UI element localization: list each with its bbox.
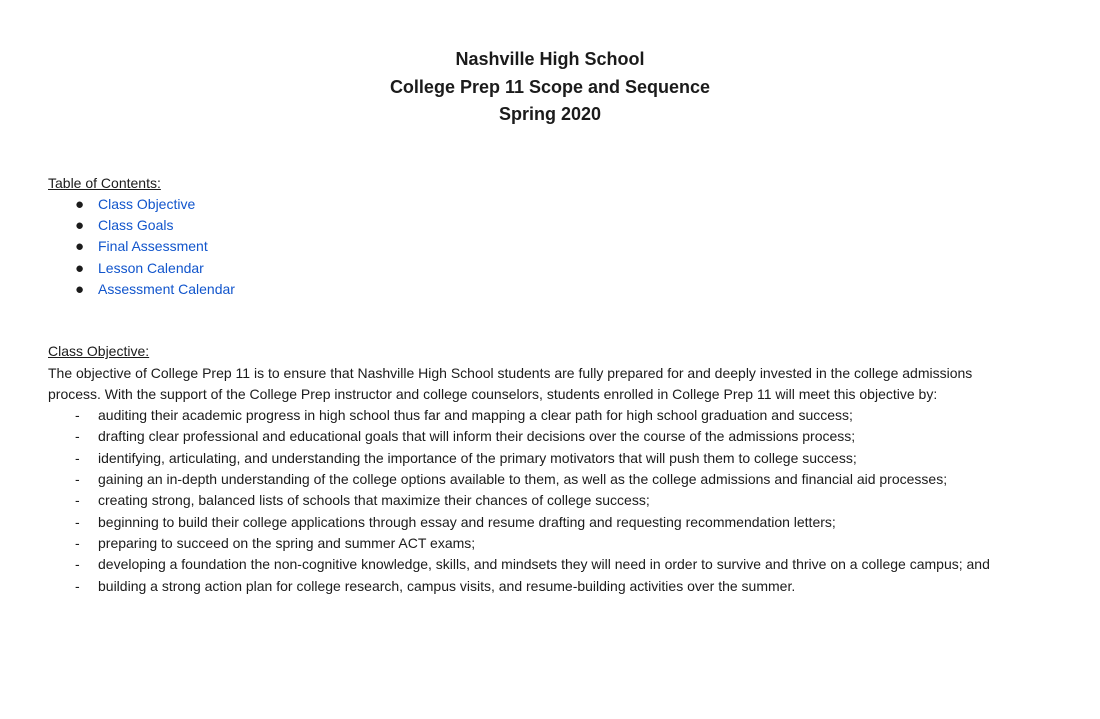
dash-icon: -	[75, 513, 80, 530]
list-item	[48, 426, 1090, 447]
objective-list	[48, 405, 1090, 597]
document-title	[0, 0, 1100, 129]
title-line-course: College Prep 11 Scope and Sequence	[389, 76, 711, 97]
list-item	[48, 236, 1090, 257]
bullet-icon: ●	[75, 238, 85, 256]
objective-item-text: drafting clear professional and educational goals that will inform their decisions over the course of the admissions process;	[98, 428, 856, 445]
objective-item-text: building a strong action plan for college research, campus visits, and resume-building activities over the summer.	[98, 577, 796, 594]
toc-link-final-assessment[interactable]: Final Assessment	[98, 238, 208, 255]
bullet-icon: ●	[75, 259, 85, 277]
toc-heading: Table of Contents:	[48, 174, 161, 191]
dash-icon: -	[75, 556, 80, 573]
objective-item-text: creating strong, balanced lists of schools that maximize their chances of college success;	[98, 492, 650, 509]
bullet-icon: ●	[75, 217, 85, 235]
bullet-icon: ●	[75, 195, 85, 213]
objective-item-text: beginning to build their college applications through essay and resume drafting and requesting recommendation letters;	[98, 513, 836, 530]
document-body	[48, 173, 1090, 597]
title-line-term: Spring 2020	[498, 104, 602, 124]
dash-icon: -	[75, 428, 80, 445]
list-item	[48, 448, 1090, 469]
objective-item-text: auditing their academic progress in high school thus far and mapping a clear path for high school graduation and success;	[98, 407, 853, 424]
toc-link-assessment-calendar[interactable]: Assessment Calendar	[98, 280, 235, 297]
dash-icon: -	[75, 577, 80, 594]
title-line-school: Nashville High School	[455, 49, 645, 69]
class-objective-section	[48, 341, 1090, 597]
class-objective-heading: Class Objective:	[48, 343, 150, 360]
dash-icon: -	[75, 534, 80, 551]
toc-link-class-objective[interactable]: Class Objective	[98, 195, 196, 212]
objective-item-text: gaining an in-depth understanding of the college options available to them, as well as the college admissions and financial aid processes;	[98, 471, 948, 488]
toc-link-lesson-calendar[interactable]: Lesson Calendar	[98, 259, 204, 276]
list-item	[48, 554, 1090, 575]
list-item	[48, 469, 1090, 490]
list-item	[48, 215, 1090, 236]
objective-item-text: developing a foundation the non-cognitive knowledge, skills, and mindsets they will need in order to survive and thrive on a college campus; and	[98, 556, 990, 573]
toc-list	[48, 194, 1090, 300]
objective-paragraph-line: process. With the support of the College Prep instructor and college counselors, students enrolled in College Prep 11 will meet this objective by:	[48, 385, 938, 402]
list-item	[48, 512, 1090, 533]
dash-icon: -	[75, 492, 80, 509]
list-item	[48, 576, 1090, 597]
table-of-contents-section	[48, 173, 1090, 301]
list-item	[48, 258, 1090, 279]
dash-icon: -	[75, 471, 80, 488]
bullet-icon: ●	[75, 280, 85, 298]
toc-link-class-goals[interactable]: Class Goals	[98, 217, 174, 234]
dash-icon: -	[75, 407, 80, 424]
list-item	[48, 490, 1090, 511]
objective-item-text: preparing to succeed on the spring and summer ACT exams;	[98, 534, 476, 551]
list-item	[48, 405, 1090, 426]
dash-icon: -	[75, 449, 80, 466]
objective-item-text: identifying, articulating, and understanding the importance of the primary motivators that will push them to college success;	[98, 449, 857, 466]
objective-paragraph-line: The objective of College Prep 11 is to ensure that Nashville High School students are fully prepared for and deeply invested in the college admissions	[48, 364, 973, 381]
list-item	[48, 279, 1090, 300]
list-item	[48, 194, 1090, 215]
list-item	[48, 533, 1090, 554]
